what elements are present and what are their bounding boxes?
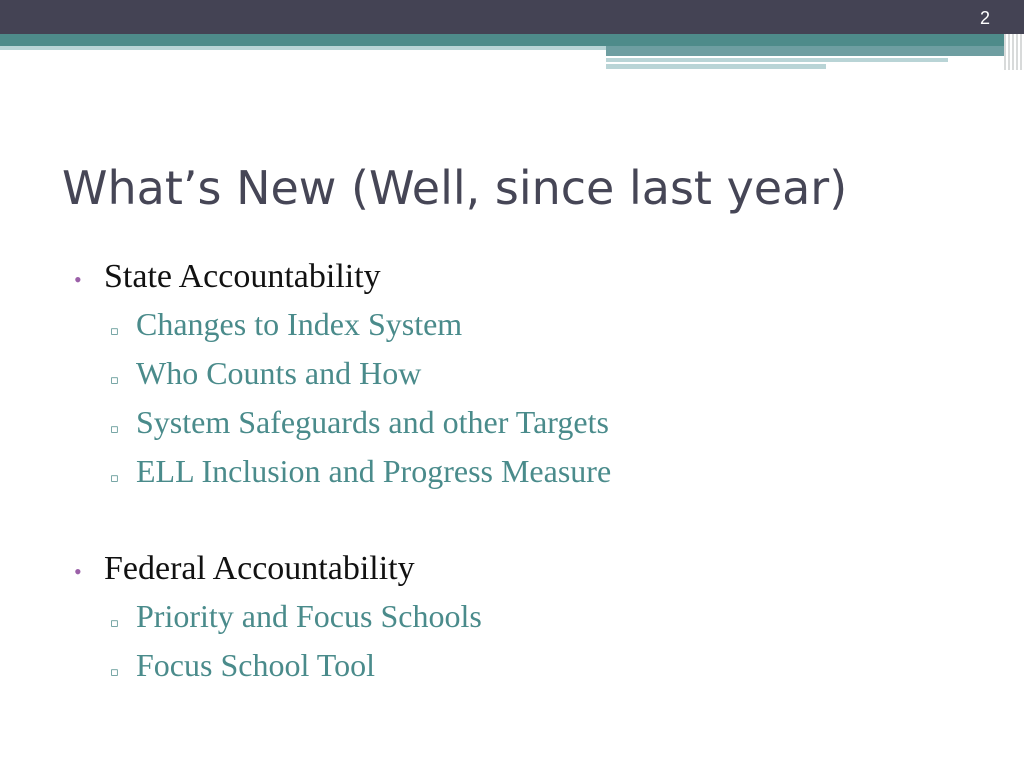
square-bullet-icon: ▫ <box>110 471 119 486</box>
bullet-section-federal <box>70 550 970 696</box>
square-bullet-icon: ▫ <box>110 422 119 437</box>
sub-bullet-label: Focus School Tool <box>136 647 375 683</box>
sub-bullet-item <box>70 453 970 502</box>
header-light-stripe <box>0 46 606 50</box>
square-bullet-icon: ▫ <box>110 373 119 388</box>
sub-bullet-item <box>70 404 970 453</box>
header-teal-band <box>0 34 1004 46</box>
sub-bullet-label: Priority and Focus Schools <box>136 598 482 634</box>
square-bullet-icon: ▫ <box>110 324 119 339</box>
header-dark-band <box>0 0 1024 34</box>
bullet-label: State Accountability <box>104 258 381 295</box>
sub-bullet-item <box>70 598 970 647</box>
bullet-dot-icon: • <box>74 267 82 292</box>
square-bullet-icon: ▫ <box>110 616 119 631</box>
bullet-section-state <box>70 258 970 502</box>
header-light-stripe <box>606 64 826 69</box>
sub-bullet-item <box>70 355 970 404</box>
sub-bullet-label: Changes to Index System <box>136 306 463 342</box>
bullet-item <box>70 550 970 598</box>
sub-bullet-label: Who Counts and How <box>136 355 422 391</box>
sub-bullet-item <box>70 306 970 355</box>
sub-bullet-label: System Safeguards and other Targets <box>136 404 609 440</box>
header-mid-band <box>606 46 1004 56</box>
slide-title: What’s New (Well, since last year) <box>62 161 848 215</box>
bullet-dot-icon: • <box>74 559 82 584</box>
bullet-label: Federal Accountability <box>104 550 415 587</box>
sub-bullet-item <box>70 647 970 696</box>
sub-bullet-list <box>70 306 970 502</box>
slide-number: 2 <box>979 8 990 28</box>
sub-bullet-label: ELL Inclusion and Progress Measure <box>136 453 612 489</box>
bullet-list <box>70 258 970 696</box>
bullet-item <box>70 258 970 306</box>
sub-bullet-list <box>70 598 970 696</box>
header-light-stripe <box>606 58 948 62</box>
square-bullet-icon: ▫ <box>110 665 119 680</box>
header-vertical-stripes <box>1004 34 1024 70</box>
